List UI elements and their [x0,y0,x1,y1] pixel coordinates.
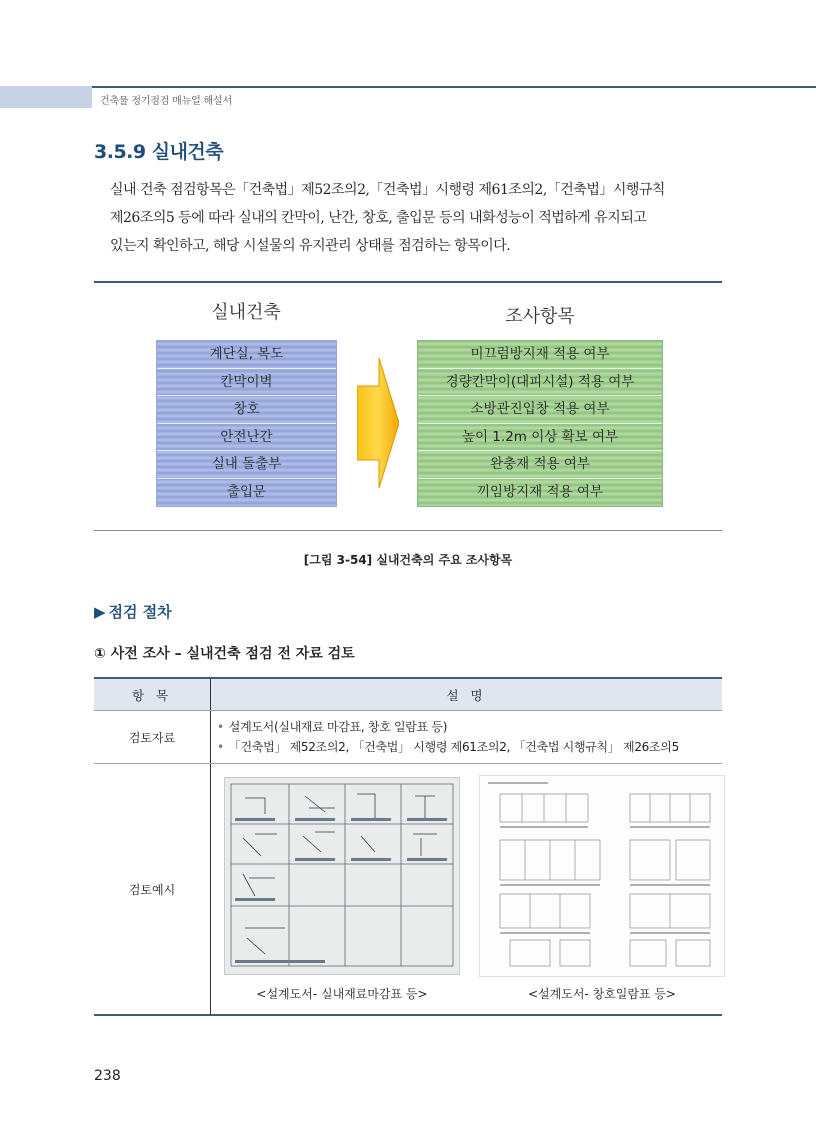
running-title: 건축물 정기점검 매뉴얼 해설서 [100,96,232,107]
triangle-bullet-icon: ▶ [94,603,106,621]
element-item: 실내 돌출부 [157,451,336,479]
header-accent-band [0,86,92,108]
procedure-heading-text: 점검 절차 [108,603,172,621]
intro-line: 제26조의5 등에 따라 실내의 칸막이, 난간, 창호, 출입문 등의 내화성능이 적법하게 유지되고 [110,210,647,226]
table-header-row [94,678,722,711]
review-table [94,677,722,1016]
element-item: 출입문 [226,483,267,500]
header-item: 항 목 [94,678,211,711]
inspection-item: 높이 1.2m 이상 확보 여부 [418,424,662,452]
right-arrow-icon [357,358,399,488]
inspection-item: 미끄럼방지재 적용 여부 [418,341,662,369]
row-label: 검토예시 [94,764,211,1016]
element-item: 칸막이벽 [157,369,336,397]
example-caption-right: <설계도서- 창호일람표 등> [528,987,676,1001]
row-examples [211,764,723,1016]
row-label: 검토자료 [94,711,211,764]
figure-bottom-rule [94,530,722,531]
bullet-item: • 「건축법」 제52조의2, 「건축법」 시행령 제61조의2, 「건축법 시행규칙」 제26조의5 [211,737,722,757]
step-heading: ① 사전 조사 – 실내건축 점검 전 자료 검토 [94,646,355,662]
element-item: 계단실, 복도 [157,341,336,369]
intro-line: 있는지 확인하고, 해당 시설물의 유지관리 상태를 점검하는 항목이다. [110,238,511,254]
header-description: 설 명 [211,678,723,711]
figure-top-rule [94,281,722,283]
intro-line: 실내 건축 점검항목은「건축법」제52조의2,「건축법」시행령 제61조의2,「건축법」시행규칙 [110,182,665,198]
example-caption-left: <설계도서- 실내재료마감표 등> [256,987,428,1001]
header-rule [92,86,816,88]
inspection-item: 완충재 적용 여부 [418,451,662,479]
figure-right-heading: 조사항목 [505,306,575,327]
element-item: 안전난간 [157,424,336,452]
inspection-items-list [417,340,663,507]
bullet-item: • 설계도서(실내재료 마감표, 창호 일람표 등) [211,717,722,737]
inspection-item: 경량칸막이(대피시설) 적용 여부 [418,369,662,397]
row-description [211,711,723,764]
window-schedule-drawing [479,775,725,977]
table-row [94,711,722,764]
element-item: 창호 [157,396,336,424]
table-row [94,764,722,1016]
page-number: 238 [94,1068,121,1084]
procedure-heading [94,601,172,622]
interior-elements-list [156,340,337,507]
figure-left-heading: 실내건축 [211,302,281,323]
inspection-item: 끼임방지재 적용 여부 [477,483,603,500]
section-title: 3.5.9 실내건축 [94,141,224,163]
finish-schedule-photo [224,777,460,975]
intro-paragraph [110,176,725,260]
figure-caption: [그림 3-54] 실내건축의 주요 조사항목 [303,553,513,567]
inspection-item: 소방관진입창 적용 여부 [418,396,662,424]
